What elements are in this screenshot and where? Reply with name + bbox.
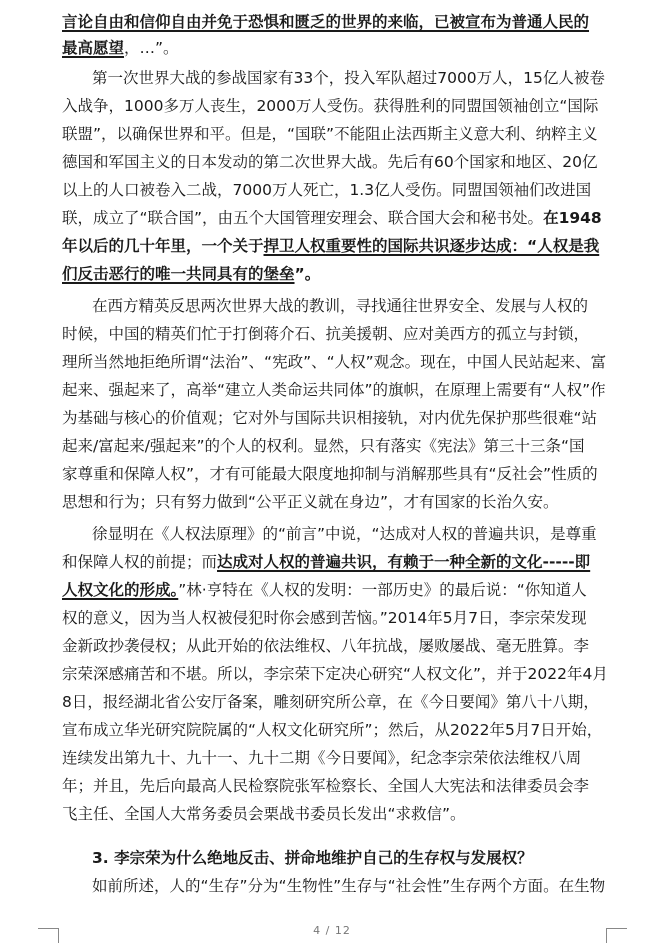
text-run: 连续发出第九十、九十一、九十二期《今日要闻》，纪念李宗荣依法维权八周 <box>62 749 582 767</box>
p3-line <box>62 692 664 712</box>
p3-line <box>62 720 664 740</box>
p3-line <box>62 804 664 824</box>
text-run: 第一次世界大战的参战国家有33个，投入军队超过7000万人，15亿人被卷 <box>92 69 605 87</box>
text-run: 起来、强起来了，高举“建立人类命运共同体”的旗帜，在原理上需要有“人权”作 <box>62 381 606 399</box>
text-run: 达成对人权的普遍共识，有赖于一种全新的文化-----即 <box>217 553 591 571</box>
text-run: 8日，报经湖北省公安厅备案，雕刻研究所公章，在《今日要闻》第八十八期， <box>62 693 599 711</box>
p1-line <box>62 236 664 256</box>
text-run: 入战争，1000多万人丧生，2000万人受伤。获得胜利的同盟国领袖创立“国际 <box>62 97 599 115</box>
text-run: ”林·亨特在《人权的发明：一部历史》的最后说：“你知道人 <box>178 581 587 599</box>
text-run: 们反击恶行的唯一共同具有的堡垒 <box>62 265 295 283</box>
text-run: 年；并且，先后向最高人民检察院张军检察长、全国人大宪法和法律委员会李 <box>62 777 590 795</box>
text-run: 起来/富起来/强起来”的个人的权利。显然，只有落实《宪法》第三十三条“国 <box>62 437 585 455</box>
p3-line <box>62 608 664 628</box>
p2-line <box>62 352 664 372</box>
text-run: 徐显明在《人权法原理》的“前言”中说，“达成对人权的普遍共识，是尊重 <box>92 525 597 543</box>
p1-line <box>62 208 664 228</box>
p1-line <box>62 152 664 172</box>
text-run: 时候，中国的精英们忙于打倒蒋介石、抗美援朝、应对美西方的孤立与封锁， <box>62 325 590 343</box>
text-run: 联盟”，以确保世界和平。但是，“国联”不能阻止法西斯主义意大利、纳粹主义 <box>62 125 598 143</box>
p2-line <box>62 436 664 456</box>
text-run: 飞主任、全国人大常务委员会栗战书委员长发出“求救信”。 <box>62 805 466 823</box>
p1-line <box>62 96 664 116</box>
p1-line <box>62 264 664 284</box>
p3-line <box>62 552 664 572</box>
text-run: 年以后的几十年里，一个关于 <box>62 237 264 255</box>
page-corner-mark-right <box>606 928 627 943</box>
p3-line <box>62 580 664 600</box>
text-run: 权的意义，因为当人权被侵犯时你会感到苦恼。”2014年5月7日，李宗荣发现 <box>62 609 587 627</box>
p3-line <box>62 748 664 768</box>
text-run: 家尊重和保障人权”，才有可能最大限度地抑制与消解那些具有“反社会”性质的 <box>62 465 598 483</box>
p2-line <box>62 464 664 484</box>
text-run: 为基础与核心的价值观；它对外与国际共识相接轨，对内优先保护那些很难“站 <box>62 409 598 427</box>
text-run: 联，成立了“联合国”，由五个大国管理安理会、联合国大会和秘书处。 <box>62 209 544 227</box>
p3-line <box>62 664 664 684</box>
p2-line <box>62 324 664 344</box>
text-run: 言论自由和信仰自由并免于恐惧和匮乏的世界的来临，已被宣布为普通人民的 <box>62 13 590 31</box>
page-indicator: 4 / 12 <box>313 924 351 937</box>
text-run: 在西方精英反思两次世界大战的教训，寻找通往世界安全、发展与人权的 <box>92 297 589 315</box>
text-run: 以上的人口被卷入二战，7000万人死亡，1.3亿人受伤。同盟国领袖们改进国 <box>62 181 592 199</box>
text-run: 在1948 <box>543 209 602 227</box>
text-run: 人权文化的形成。 <box>62 581 179 599</box>
text-run: 和保障人权的前提；而 <box>62 553 218 571</box>
p2-line <box>62 408 664 428</box>
p2-line <box>62 380 664 400</box>
p1-line <box>62 180 664 200</box>
text-run: 最高愿望 <box>62 39 125 57</box>
text-run: 如前所述，人的“生存”分为“生物性”生存与“社会性”生存两个方面。在生物 <box>92 877 606 895</box>
p0-line <box>62 12 664 32</box>
text-run: 宗荣深感痛苦和不堪。所以，李宗荣下定决心研究“人权文化”，并于2022年4月 <box>62 665 608 683</box>
text-run: ”。 <box>294 265 321 283</box>
page-corner-mark-left <box>38 928 59 943</box>
text-run: 理所当然地拒绝所谓“法治”、“宪政”、“人权”观念。现在，中国人民站起来、富 <box>62 353 607 371</box>
p0-line <box>62 38 664 58</box>
text-run: 宣布成立华光研究院院属的“人权文化研究所”；然后，从2022年5月7日开始， <box>62 721 603 739</box>
section-heading: 3. 李宗荣为什么绝地反击、拼命地维护自己的生存权与发展权？ <box>92 849 533 867</box>
p2-line <box>62 492 664 512</box>
text-run: 德国和军国主义的日本发动的第二次世界大战。先后有60个国家和地区、20亿 <box>62 153 598 171</box>
text-run: ，…”。 <box>124 39 179 57</box>
p3-line <box>62 776 664 796</box>
text-run: 金新政抄袭侵权；从此开始的依法维权、八年抗战，屡败屡战、毫无胜算。李 <box>62 637 590 655</box>
p2-line <box>92 296 664 316</box>
text-run: 捍卫人权重要性的国际共识逐步达成：“人权是我 <box>263 237 600 255</box>
p3-line <box>92 524 664 544</box>
text-run: 思想和行为；只有努力做到“公平正义就在身边”，才有国家的长治久安。 <box>62 493 559 511</box>
p1-line <box>62 124 664 144</box>
p3-line <box>62 636 664 656</box>
p1-line <box>92 68 664 88</box>
p4-line <box>92 876 664 896</box>
